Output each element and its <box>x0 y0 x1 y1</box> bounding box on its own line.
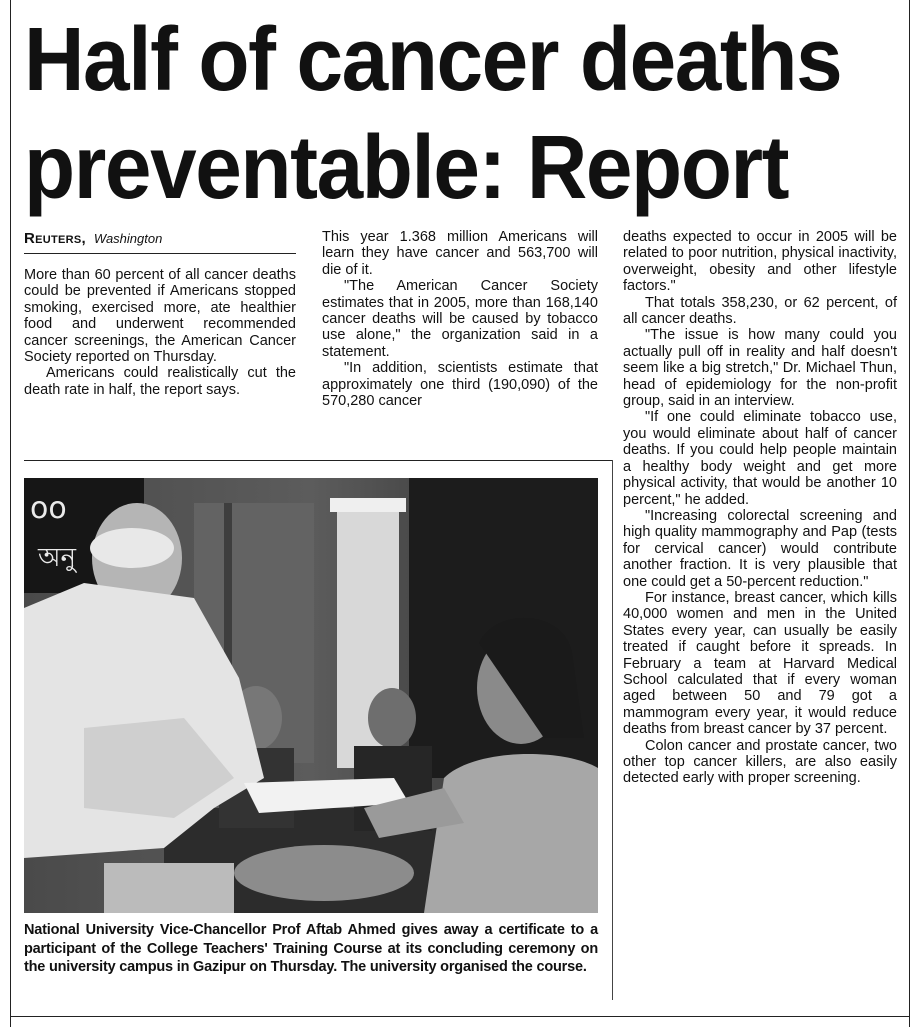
svg-text:oo: oo <box>30 491 67 526</box>
headline-line-1: Half of cancer deaths <box>24 10 842 110</box>
article-column-2 <box>322 229 598 409</box>
paragraph: For instance, breast cancer, which kills 40,000 women and men in the United States every year, can usually be easily treated if caught before it spreads. In February a team at Harvard Medical School calculated that if every woman aged between 50 and 79 got a mammogram every year, it would reduce deaths from breast cancer by 37 percent. <box>623 589 897 738</box>
paragraph: "The American Cancer Society estimates that in 2005, more than 168,140 cancer deaths will be caused by tobacco use alone," the organization said in a statement. <box>322 278 598 360</box>
column-separator <box>612 460 613 1000</box>
byline-place: Washington <box>93 231 163 246</box>
page-border-right <box>909 0 910 1027</box>
paragraph: Colon cancer and prostate cancer, two other top cancer killers, are also easily detected early with proper screening. <box>623 737 897 787</box>
paragraph: "If one could eliminate tobacco use, you would eliminate about half of cancer deaths. If you could help people maintain a healthy body weight and get more physical activity, that would be another 10 percent," he added. <box>623 409 897 508</box>
section-divider <box>24 460 612 461</box>
headline-line-2: preventable: Report <box>24 118 789 218</box>
paragraph: More than 60 percent of all cancer deaths could be prevented if Americans stopped smoking, exercised more, ate healthier food and underwent recommended cancer screenings, the American Cancer Society reported on Thursday. <box>24 267 296 366</box>
photo-caption: National University Vice-Chancellor Prof Aftab Ahmed gives away a certificate to a participant of the College Teachers' Training Course at its concluding ceremony on the university campus in Gazipur on Thursday. The university organised the course. <box>24 922 598 975</box>
paragraph: That totals 358,230, or 62 percent, of all cancer deaths. <box>623 294 897 328</box>
paragraph: Americans could realistically cut the death rate in half, the report says. <box>24 365 296 398</box>
news-photo <box>24 478 598 913</box>
paragraph: This year 1.368 million Americans will learn they have cancer and 563,700 will die of it. <box>322 229 598 278</box>
byline-agency: Reuters, <box>24 230 87 247</box>
bottom-rule <box>10 1016 910 1017</box>
article-column-3 <box>623 229 897 787</box>
photo-illustration <box>24 478 598 913</box>
svg-text:অনু: অনু <box>38 543 77 573</box>
article-column-1 <box>24 267 296 398</box>
headline <box>24 6 842 222</box>
page-border-left <box>10 0 11 1027</box>
paragraph: deaths expected to occur in 2005 will be related to poor nutrition, physical inactivity, overweight, obesity and other lifestyle factors." <box>623 229 897 295</box>
byline <box>24 230 296 254</box>
paragraph: "Increasing colorectal screening and high quality mammography and Pap (tests for cervical cancer) would contribute another fraction. It is very plausible that one could get a 50-percent reduction." <box>623 507 897 590</box>
paragraph: "The issue is how many could you actually pull off in reality and half doesn't seem like a big stretch," Dr. Michael Thun, head of epidemiology for the non-profit group, said in an interview. <box>623 327 897 410</box>
paragraph: "In addition, scientists estimate that approximately one third (190,090) of the 570,280 cancer <box>322 360 598 410</box>
